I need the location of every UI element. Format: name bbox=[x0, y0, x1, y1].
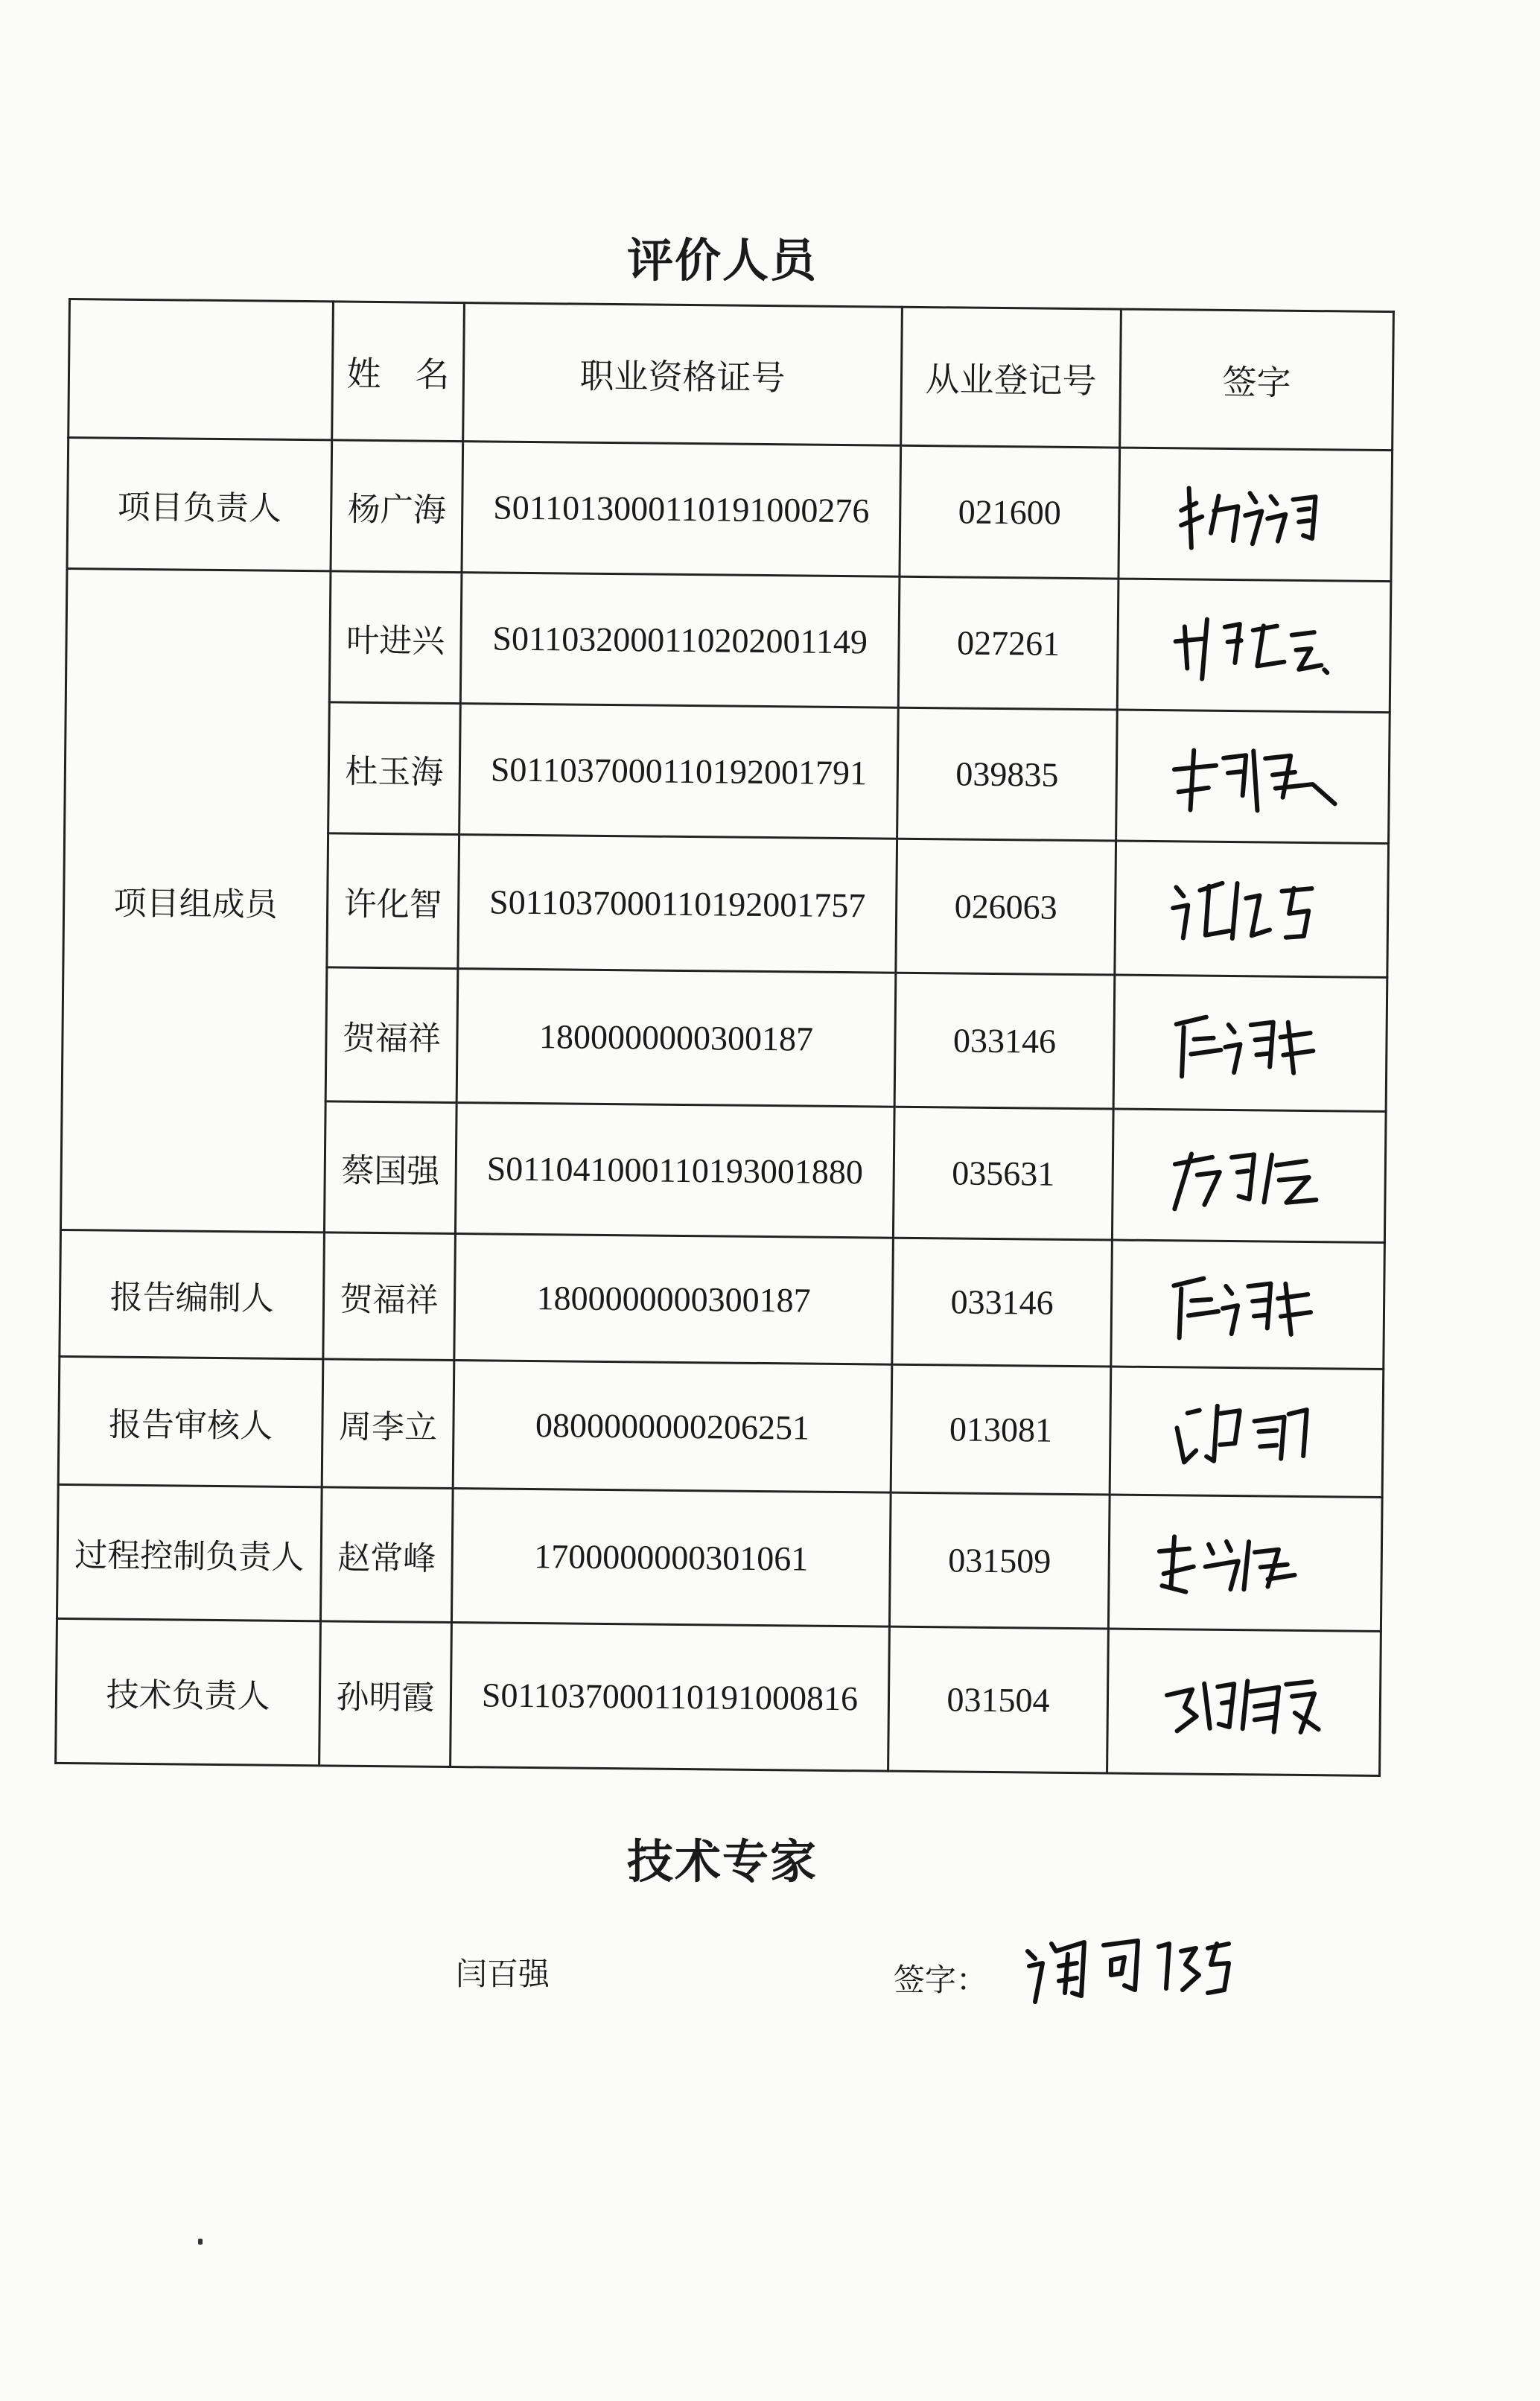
cell-cert-number: S011037000110192001757 bbox=[458, 835, 897, 973]
cell-cert-number: S011013000110191000276 bbox=[462, 442, 901, 577]
table-header-row bbox=[69, 299, 1394, 451]
handwritten-signature-icon bbox=[1126, 1513, 1365, 1612]
cell-role: 项目组成员 bbox=[60, 568, 331, 1232]
cell-role: 技术负责人 bbox=[56, 1618, 321, 1765]
handwritten-signature-icon bbox=[1130, 993, 1369, 1093]
table-row bbox=[58, 1356, 1384, 1497]
cell-registration-number: 035631 bbox=[893, 1107, 1113, 1240]
cell-cert-number: 0800000000206251 bbox=[453, 1361, 892, 1493]
header-cert: 职业资格证号 bbox=[463, 303, 903, 446]
header-signature: 签字 bbox=[1120, 309, 1394, 451]
expert-signature bbox=[1013, 1921, 1259, 2018]
cell-registration-number: 039835 bbox=[897, 707, 1118, 841]
expert-name: 闫百强 bbox=[456, 1956, 550, 1992]
table-row bbox=[57, 1484, 1382, 1631]
cell-registration-number: 033146 bbox=[894, 973, 1115, 1109]
cell-cert-number: S011032000110202001149 bbox=[460, 573, 900, 708]
cell-registration-number: 026063 bbox=[896, 839, 1116, 975]
cell-name: 蔡国强 bbox=[324, 1101, 456, 1234]
cell-signature bbox=[1112, 1109, 1386, 1243]
handwritten-signature-icon bbox=[1013, 1921, 1259, 2011]
cell-cert-number: 1700000000301061 bbox=[451, 1489, 891, 1627]
cell-signature bbox=[1119, 448, 1393, 582]
cell-name: 孙明霞 bbox=[319, 1621, 452, 1767]
cell-name: 赵常峰 bbox=[320, 1487, 453, 1623]
table-row bbox=[60, 1230, 1385, 1369]
cell-registration-number: 021600 bbox=[900, 445, 1120, 579]
handwritten-signature-icon bbox=[1128, 1255, 1367, 1354]
cell-signature bbox=[1110, 1367, 1384, 1498]
cell-cert-number: 1800000000300187 bbox=[454, 1234, 894, 1365]
cell-name: 贺福祥 bbox=[323, 1233, 456, 1361]
cell-signature bbox=[1116, 710, 1390, 844]
cell-role: 报告编制人 bbox=[60, 1230, 325, 1358]
table-body bbox=[56, 438, 1393, 1776]
handwritten-signature-icon bbox=[1134, 596, 1373, 695]
evaluation-staff-table bbox=[54, 298, 1395, 1777]
header-name: 姓 名 bbox=[332, 302, 465, 442]
cell-role: 项目负责人 bbox=[67, 438, 332, 571]
cell-name: 杨广海 bbox=[331, 440, 463, 573]
cell-registration-number: 013081 bbox=[891, 1364, 1111, 1495]
cell-role: 报告审核人 bbox=[58, 1356, 323, 1486]
expert-section-title: 技术专家 bbox=[626, 1834, 818, 1889]
header-role bbox=[69, 299, 334, 440]
handwritten-signature-icon bbox=[1136, 465, 1375, 564]
cell-name: 许化智 bbox=[327, 833, 459, 969]
cell-cert-number: S011037000110192001791 bbox=[459, 704, 899, 839]
cell-registration-number: 033146 bbox=[892, 1238, 1113, 1367]
table-row bbox=[56, 1618, 1381, 1775]
cell-role: 过程控制负责人 bbox=[57, 1484, 322, 1621]
cell-cert-number: S011041000110193001880 bbox=[455, 1103, 894, 1238]
cell-registration-number: 031504 bbox=[888, 1626, 1109, 1773]
cell-signature bbox=[1107, 1629, 1381, 1776]
cell-signature bbox=[1111, 1240, 1385, 1370]
table-row bbox=[67, 438, 1393, 582]
cell-signature bbox=[1108, 1495, 1382, 1632]
cell-signature bbox=[1113, 975, 1387, 1112]
table-row bbox=[66, 568, 1391, 712]
handwritten-signature-icon bbox=[1133, 727, 1372, 826]
cell-name: 周李立 bbox=[322, 1359, 454, 1489]
expert-row bbox=[0, 1944, 1540, 2033]
cell-registration-number: 031509 bbox=[889, 1492, 1110, 1629]
cell-signature bbox=[1117, 579, 1391, 713]
handwritten-signature-icon bbox=[1124, 1653, 1364, 1752]
cell-signature bbox=[1115, 841, 1389, 978]
expert-sign-label: 签字： bbox=[894, 1962, 988, 1998]
cell-name: 叶进兴 bbox=[329, 571, 462, 704]
cell-cert-number: 1800000000300187 bbox=[456, 969, 896, 1107]
handwritten-signature-icon bbox=[1132, 859, 1371, 958]
cell-registration-number: 027261 bbox=[898, 576, 1119, 710]
page-title: 评价人员 bbox=[626, 233, 818, 287]
handwritten-signature-icon bbox=[1127, 1382, 1366, 1481]
paper-speck bbox=[198, 2239, 203, 2245]
cell-cert-number: S011037000110191000816 bbox=[451, 1623, 890, 1772]
cell-name: 杜玉海 bbox=[328, 702, 461, 835]
cell-name: 贺福祥 bbox=[325, 967, 458, 1103]
header-reg: 从业登记号 bbox=[901, 307, 1121, 448]
handwritten-signature-icon bbox=[1130, 1126, 1369, 1225]
